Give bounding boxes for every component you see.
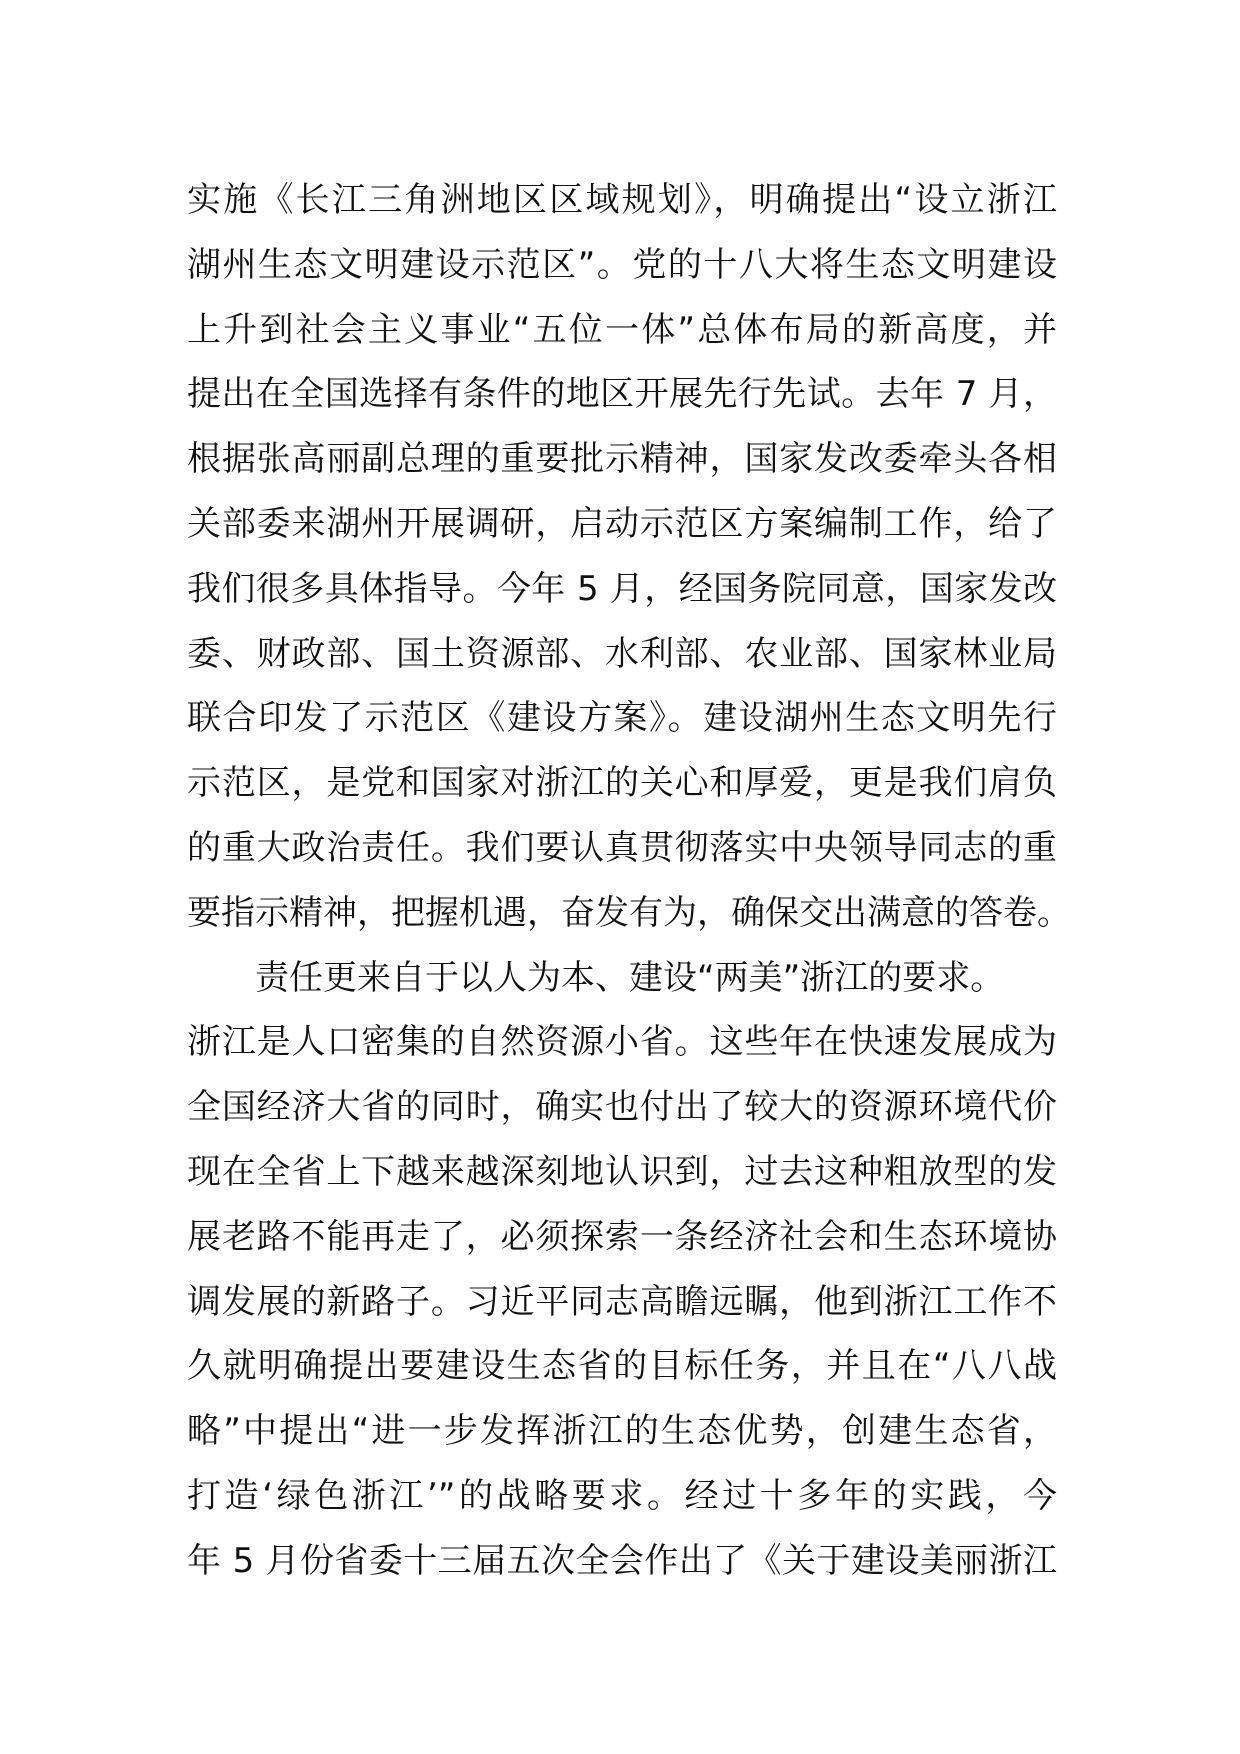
text-line: 湖州生态文明建设示范区”。党的十八大将生态文明建设	[187, 244, 1057, 285]
text-line: 委、财政部、国土资源部、水利部、农业部、国家林业局	[187, 633, 1057, 674]
text-line: 浙江是人口密集的自然资源小省。这些年在快速发展成为	[187, 1022, 1057, 1063]
text-line: 实施《长江三角洲地区区域规划》，明确提出“设立浙江	[187, 180, 1057, 220]
text-line: 现在全省上下越来越深刻地认识到，过去这种粗放型的发	[187, 1151, 1057, 1192]
text-line: 略”中提出“进一步发挥浙江的生态优势，创建生态省，	[187, 1411, 1057, 1452]
text-line: 展老路不能再走了，必须探索一条经济社会和生态环境协	[187, 1216, 1057, 1257]
text-line: 联合印发了示范区《建设方案》。建设湖州生态文明先行	[187, 698, 1057, 739]
body-text	[187, 168, 1071, 1594]
text-line: 全国经济大省的同时，确实也付出了较大的资源环境代价	[187, 1087, 1057, 1128]
text-line: 我们很多具体指导。今年 5 月，经国务院同意，国家发改	[187, 568, 1057, 609]
text-line: 调发展的新路子。习近平同志高瞻远瞩，他到浙江工作不	[187, 1281, 1057, 1322]
text-line: 打造‘绿色浙江’”的战略要求。经过十多年的实践，今	[187, 1475, 1057, 1516]
text-line: 提出在全国选择有条件的地区开展先行先试。去年 7 月，	[187, 374, 1057, 415]
paragraph-first-line: 责任更来自于以人为本、建设“两美”浙江的要求。	[255, 957, 1005, 998]
text-line: 根据张高丽副总理的重要批示精神，国家发改委牵头各相	[187, 439, 1057, 480]
paragraph-end-line: 要指示精神，把握机遇，奋发有为，确保交出满意的答卷。	[187, 892, 1071, 933]
text-line: 的重大政治责任。我们要认真贯彻落实中央领导同志的重	[187, 827, 1057, 868]
text-line: 上升到社会主义事业“五位一体”总体布局的新高度，并	[187, 309, 1057, 350]
text-line: 年 5 月份省委十三届五次全会作出了《关于建设美丽浙江	[187, 1540, 1057, 1581]
text-line: 久就明确提出要建设生态省的目标任务，并且在“八八战	[187, 1346, 1057, 1387]
text-line: 关部委来湖州开展调研，启动示范区方案编制工作，给了	[187, 503, 1057, 544]
text-line: 示范区，是党和国家对浙江的关心和厚爱，更是我们肩负	[187, 763, 1057, 804]
